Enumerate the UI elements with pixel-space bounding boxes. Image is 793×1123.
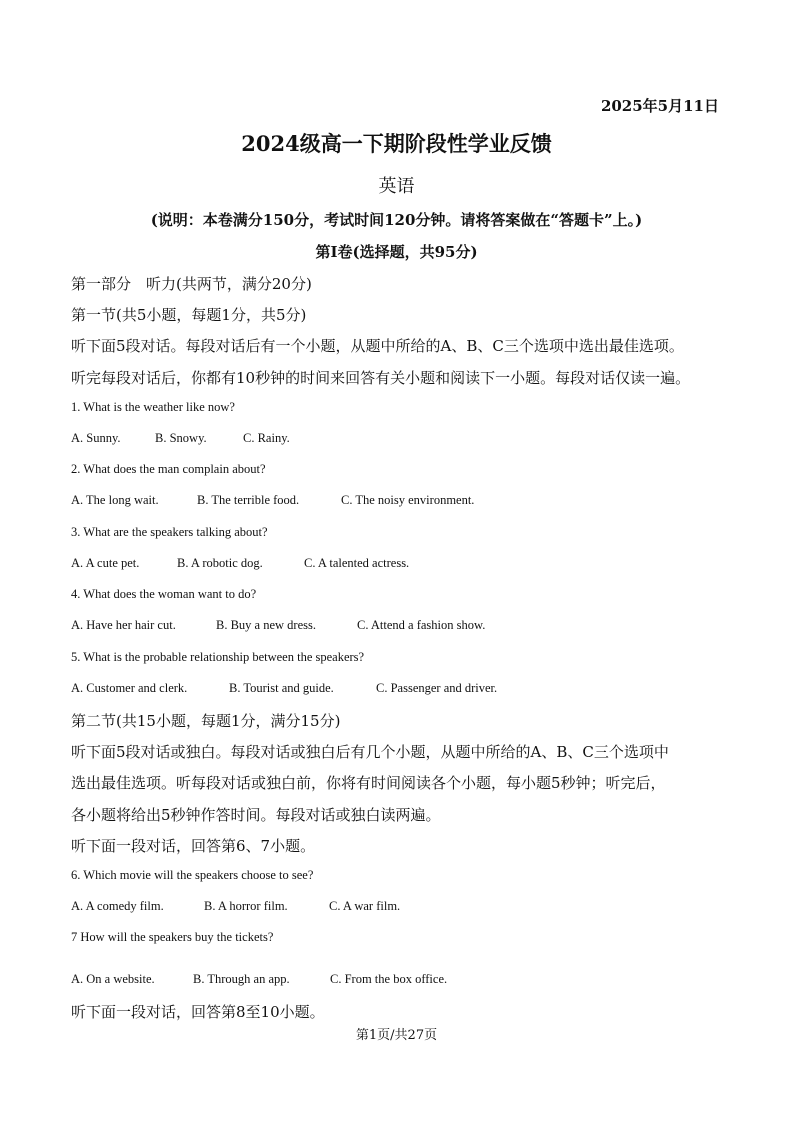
- section1-heading: 第一节(共5小题，每题1分，共5分): [71, 306, 307, 324]
- section2-instruction-line1: 听下面5段对话或独白。每段对话或独白后有几个小题，从题中所给的A、B、C三个选项中: [71, 743, 669, 761]
- exam-date: 2025年5月11日: [600, 97, 719, 115]
- option-c: C. Passenger and driver.: [376, 681, 498, 695]
- option-c: C. From the box office.: [330, 972, 448, 986]
- question-options: [71, 972, 447, 987]
- option-b: B. The terrible food.: [197, 493, 300, 507]
- section1-instruction-line1: 听下面5段对话。每段对话后有一个小题，从题中所给的A、B、C三个选项中选出最佳选项。: [71, 337, 684, 355]
- subject-title: 英语: [378, 176, 415, 197]
- option-b: B. A horror film.: [204, 899, 288, 913]
- option-b: B. A robotic dog.: [177, 556, 263, 570]
- option-b: B. Through an app.: [193, 972, 290, 986]
- question-options: [71, 431, 290, 446]
- dialogue-intro: 听下面一段对话，回答第6、7小题。: [71, 837, 316, 855]
- section2-instruction-line3: 各小题将给出5秒钟作答时间。每段对话或独白读两遍。: [71, 806, 441, 824]
- question-stem: 3. What are the speakers talking about?: [71, 525, 268, 539]
- question-stem: 4. What does the woman want to do?: [71, 587, 257, 601]
- option-a: A. A cute pet.: [71, 556, 140, 570]
- question-options: [71, 681, 497, 696]
- question-options: [71, 899, 400, 914]
- question-stem: 7 How will the speakers buy the tickets?: [71, 930, 274, 944]
- option-c: C. The noisy environment.: [341, 493, 475, 507]
- question-stem: 2. What does the man complain about?: [71, 462, 266, 476]
- option-a: A. Customer and clerk.: [71, 681, 188, 695]
- option-a: A. The long wait.: [71, 493, 159, 507]
- option-b: B. Buy a new dress.: [216, 618, 316, 632]
- section2-instruction-line2: 选出最佳选项。听每段对话或独白前，你将有时间阅读各个小题，每小题5秒钟；听完后，: [71, 774, 666, 792]
- exam-note: (说明：本卷满分150分，考试时间120分钟。请将答案做在“答题卡”上。): [150, 211, 643, 229]
- option-c: C. Rainy.: [243, 431, 290, 445]
- question-stem: 6. Which movie will the speakers choose to see?: [71, 868, 314, 882]
- exam-title: 2024级高一下期阶段性学业反馈: [241, 131, 552, 156]
- question-stem: 5. What is the probable relationship between the speakers?: [71, 650, 365, 664]
- option-a: A. On a website.: [71, 972, 155, 986]
- option-c: C. A talented actress.: [304, 556, 410, 570]
- option-b: B. Tourist and guide.: [229, 681, 334, 695]
- option-a: A. Have her hair cut.: [71, 618, 176, 632]
- section1-instruction-line2: 听完每段对话后，你都有10秒钟的时间来回答有关小题和阅读下一小题。每段对话仅读一遍。: [71, 369, 691, 387]
- question-options: [71, 556, 409, 571]
- volume-heading: 第Ⅰ卷(选择题，共95分): [315, 243, 478, 261]
- option-c: C. Attend a fashion show.: [357, 618, 486, 632]
- question-options: [71, 493, 474, 508]
- option-a: A. Sunny.: [71, 431, 121, 445]
- dialogue-intro: 听下面一段对话，回答第8至10小题。: [71, 1003, 325, 1021]
- question-stem: 1. What is the weather like now?: [71, 400, 235, 414]
- page-number: 第1页/共27页: [355, 1028, 438, 1043]
- option-b: B. Snowy.: [155, 431, 207, 445]
- option-a: A. A comedy film.: [71, 899, 164, 913]
- option-c: C. A war film.: [329, 899, 401, 913]
- part1-heading: 第一部分 听力(共两节，满分20分): [71, 275, 312, 293]
- question-options: [71, 618, 485, 633]
- section2-heading: 第二节(共15小题，每题1分，满分15分): [71, 712, 341, 730]
